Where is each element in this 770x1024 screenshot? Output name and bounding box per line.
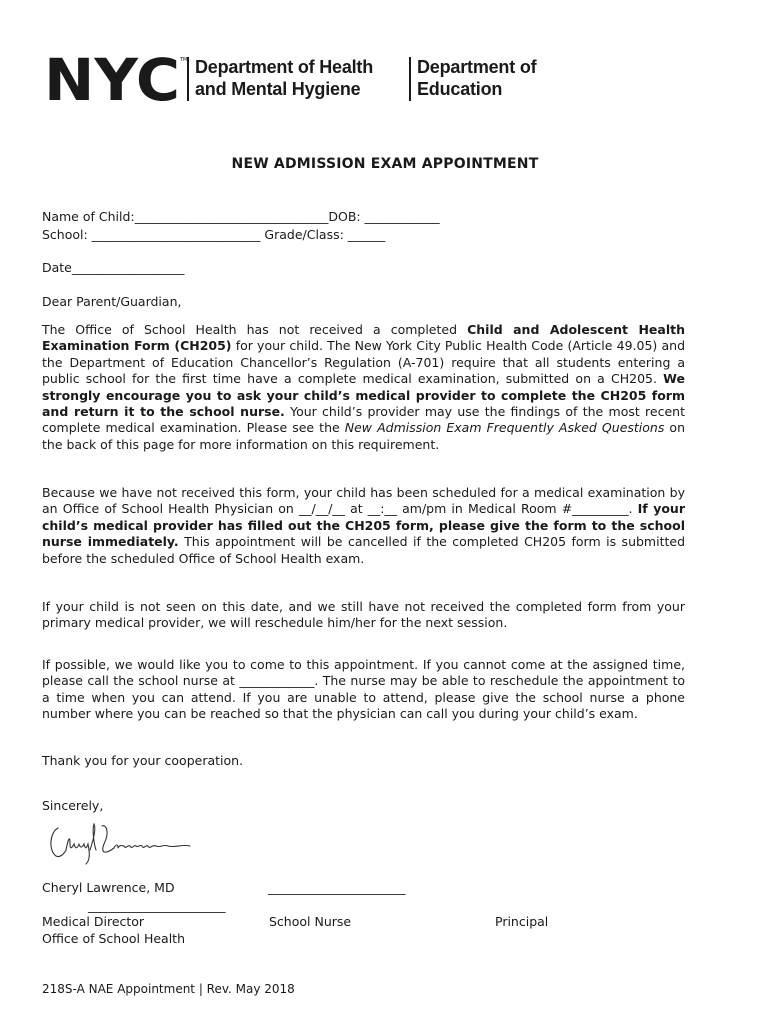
child-name-dob-field[interactable]: Name of Child:_______________________________DOB: ____________ [42,209,440,224]
p1-form-name: Child and Adolescent Health Examination Form (CH205) [42,322,685,354]
org-health-line2: and Mental Hygiene [195,79,361,99]
school-nurse-label: School Nurse [269,914,352,929]
p1-text-3: Your child’s provider may use the findings of the most recent complete medical examination. Please see the [42,404,685,436]
org-health [195,56,373,100]
org-education [417,56,536,100]
signer-name: Cheryl Lawrence, MD [42,880,175,895]
paragraph-requirement [42,322,685,453]
school-grade-field[interactable]: School: ___________________________ Grade/Class: ______ [42,227,386,242]
org-health-line1: Department of Health [195,57,374,77]
org-education-line1: Department of [417,57,537,77]
signature-image [44,814,194,866]
org-education-line2: Education [417,79,503,99]
principal-signature-line[interactable]: ______________________ [88,898,226,913]
p1-faq-title: New Admission Exam Frequently Asked Questions [344,420,665,436]
p2-instruction: If your child’s medical provider has filled out the CH205 form, please give the form to the school nurse immediately. [42,501,685,550]
salutation: Dear Parent/Guardian, [42,294,182,309]
logo-divider [187,57,189,101]
principal-label: Principal [495,914,549,929]
signer-title: Medical Director [42,914,145,929]
p1-text-2: for your child. The New York City Public Health Code (Article 49.05) and the Department of Education Chancellor’s Regulation (A-701) require that all students entering a public school for the first time have a complete medical examination, submitted on a CH205. [42,338,686,387]
nyc-logo [44,55,182,103]
signer-office: Office of School Health [42,931,185,946]
paragraph-scheduled [42,485,685,567]
page-title: NEW ADMISSION EXAM APPOINTMENT [231,156,539,172]
paragraph-reschedule: If your child is not seen on this date, and we still have not received the completed form from your primary medical provider, we will reschedule him/her for the next session. [42,599,685,631]
p2-text-1: Because we have not received this form, your child has been scheduled for a medical examination by an Office of School Health Physician on __/__/__ at __:__ am/pm in Medical Room #_________. [42,485,685,517]
nyc-logo-text: NYC [44,55,180,103]
thanks-line: Thank you for your cooperation. [42,753,244,768]
p1-text-4: on the back of this page for more information on this requirement. [42,420,686,452]
school-nurse-signature-line[interactable]: ______________________ [268,880,406,895]
footer-form-id: 218S-A NAE Appointment | Rev. May 2018 [42,982,295,996]
logo-divider-2 [409,57,411,101]
paragraph-contact: If possible, we would like you to come to this appointment. If you cannot come at the assigned time, please call the school nurse at ____________. The nurse may be able to reschedule the appointment to a time when you can attend. If you are unable to attend, please give the school nurse a phone number where you can be reached so that the physician can call you during your child’s exam. [42,657,685,722]
p1-text-1: The Office of School Health has not received a completed [42,322,468,337]
p1-encouragement: We strongly encourage you to ask your child’s medical provider to complete the CH205 form and return it to the school nurse. [42,371,685,420]
date-field[interactable]: Date__________________ [42,260,185,275]
closing-line: Sincerely, [42,798,104,813]
p2-text-2: This appointment will be cancelled if the completed CH205 form is submitted before the scheduled Office of School Health exam. [42,534,685,566]
trademark: TM [180,57,188,63]
